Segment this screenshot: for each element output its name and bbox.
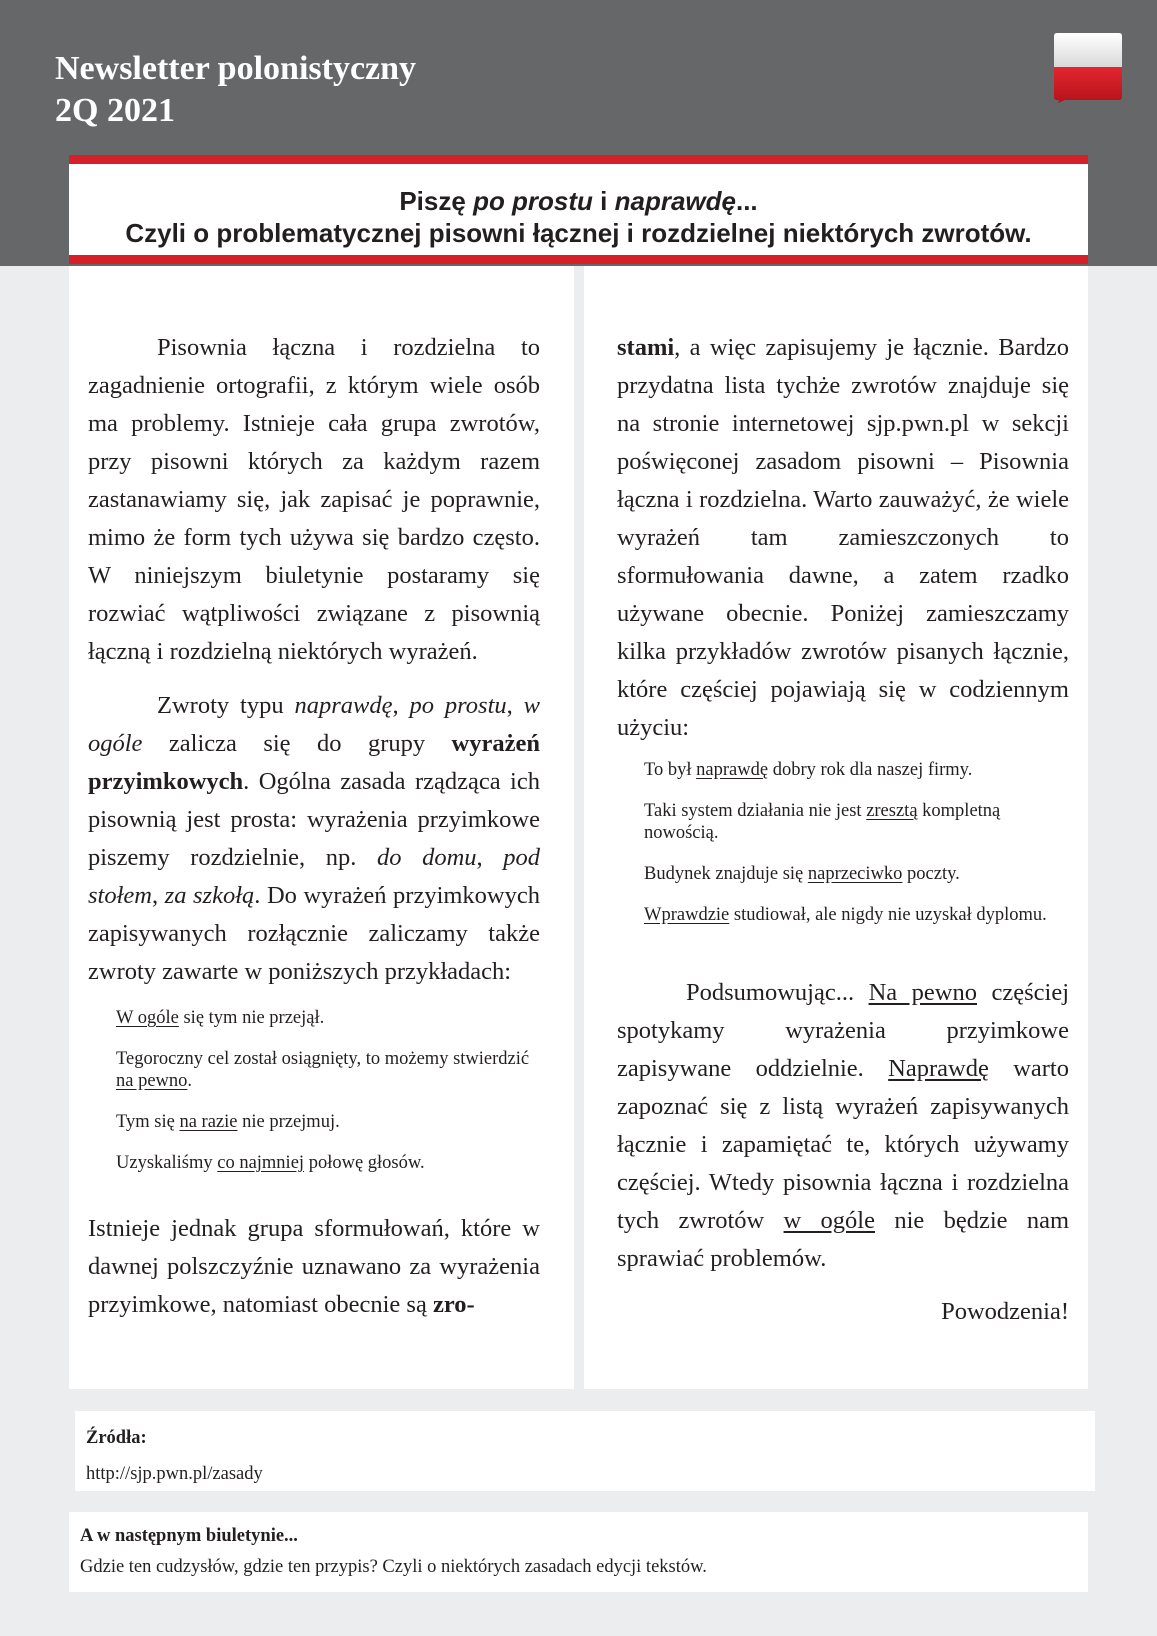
right-column bbox=[584, 266, 1088, 1389]
example-item: Budynek znajduje się naprzeciwko poczty. bbox=[644, 864, 960, 884]
newsletter-title bbox=[55, 48, 416, 132]
examples-joined bbox=[644, 759, 1069, 926]
next-issue-heading: A w następnym biuletynie... bbox=[80, 1526, 298, 1546]
paragraph-summary: Podsumowując... Na pewno częściej spotykamy wyrażenia przyimkowe zapisywane oddzielnie. Naprawdę warto zapoznać się z listą wyrażeń zapisywanych łącznie i zapamiętać te, których używamy częściej. Wtedy pisownia łączna i rozdzielna tych zwrotów w ogóle nie będzie nam sprawiać problemów. bbox=[617, 979, 1069, 1272]
example-item: W ogóle się tym nie przejął. bbox=[116, 1008, 325, 1028]
left-column bbox=[69, 266, 574, 1389]
polish-flag-icon bbox=[1053, 31, 1123, 103]
paragraph-prepositional: Zwroty typu naprawdę, po prostu, w ogóle zalicza się do grupy wyrażeń przyimkowych. Ogólna zasada rządząca ich pisownią jest prosta: wyrażenia przyimkowe piszemy rozdzielnie, np. do domu, pod stołem, za szkołą. Do wyrażeń przyimkowych zapisywanych rozłącznie zaliczamy także zwroty zawarte w poniższych przykładach: bbox=[88, 692, 541, 985]
sources-link: http://sjp.pwn.pl/zasady bbox=[86, 1464, 263, 1484]
paragraph-compounds: Istnieje jednak grupa sformułowań, które w dawnej polszczyźnie uznawano za wyrażenia przyimkowe, natomiast obecnie są zro- bbox=[88, 1215, 540, 1318]
examples-separate bbox=[116, 1007, 540, 1174]
article-title bbox=[69, 155, 1088, 264]
paragraph-compounds-continued: stami, a więc zapisujemy je łącznie. Bardzo przydatna lista tychże zwrotów znajduje się na stronie internetowej sjp.pwn.pl w sekcji poświęconej zasadom pisowni – Pisownia łączna i rozdzielna. Warto zauważyć, że wiele wyrażeń tam zamieszczonych to sformułowania dawne, a zatem rzadko używane obecnie. Poniżej zamieszczamy kilka przykładów zwrotów pisanych łącznie, które częściej pojawiają się w codziennym użyciu: bbox=[617, 334, 1069, 741]
example-item: Taki system działania nie jest zresztą kompletną nowością. bbox=[644, 801, 1001, 843]
closing-line: Powodzenia! bbox=[941, 1298, 1069, 1325]
sources-heading: Źródła: bbox=[86, 1428, 147, 1448]
next-issue-box bbox=[69, 1512, 1088, 1592]
article-title-line2: Czyli o problematycznej pisowni łącznej i rozdzielnej niektórych zwrotów. bbox=[125, 218, 1032, 248]
sources-box bbox=[75, 1411, 1095, 1491]
newsletter-title-line1: Newsletter polonistyczny bbox=[55, 50, 417, 87]
newsletter-title-line2: 2Q 2021 bbox=[55, 92, 175, 129]
example-item: Wprawdzie studiował, ale nigdy nie uzyskał dyplomu. bbox=[644, 905, 1047, 925]
article-title-line1: Piszę po prostu i naprawdę... bbox=[399, 186, 758, 216]
next-issue-text: Gdzie ten cudzysłów, gdzie ten przypis? Czyli o niektórych zasadach edycji tekstów. bbox=[80, 1557, 707, 1577]
example-item: To był naprawdę dobry rok dla naszej firmy. bbox=[644, 760, 973, 780]
example-item: Tegoroczny cel został osiągnięty, to możemy stwierdzić na pewno. bbox=[116, 1049, 530, 1091]
example-item: Tym się na razie nie przejmuj. bbox=[116, 1112, 340, 1132]
paragraph-intro: Pisownia łączna i rozdzielna to zagadnienie ortografii, z którym wiele osób ma problemy. Istnieje cała grupa zwrotów, przy pisowni których za każdym razem zastanawiamy się, jak zapisać je poprawnie, mimo że form tych używa się bardzo często. W niniejszym biuletynie postaramy się rozwiać wątpliwości związane z pisownią łączną i rozdzielną niektórych wyrażeń. bbox=[88, 334, 540, 665]
example-item: Uzyskaliśmy co najmniej połowę głosów. bbox=[116, 1153, 425, 1173]
